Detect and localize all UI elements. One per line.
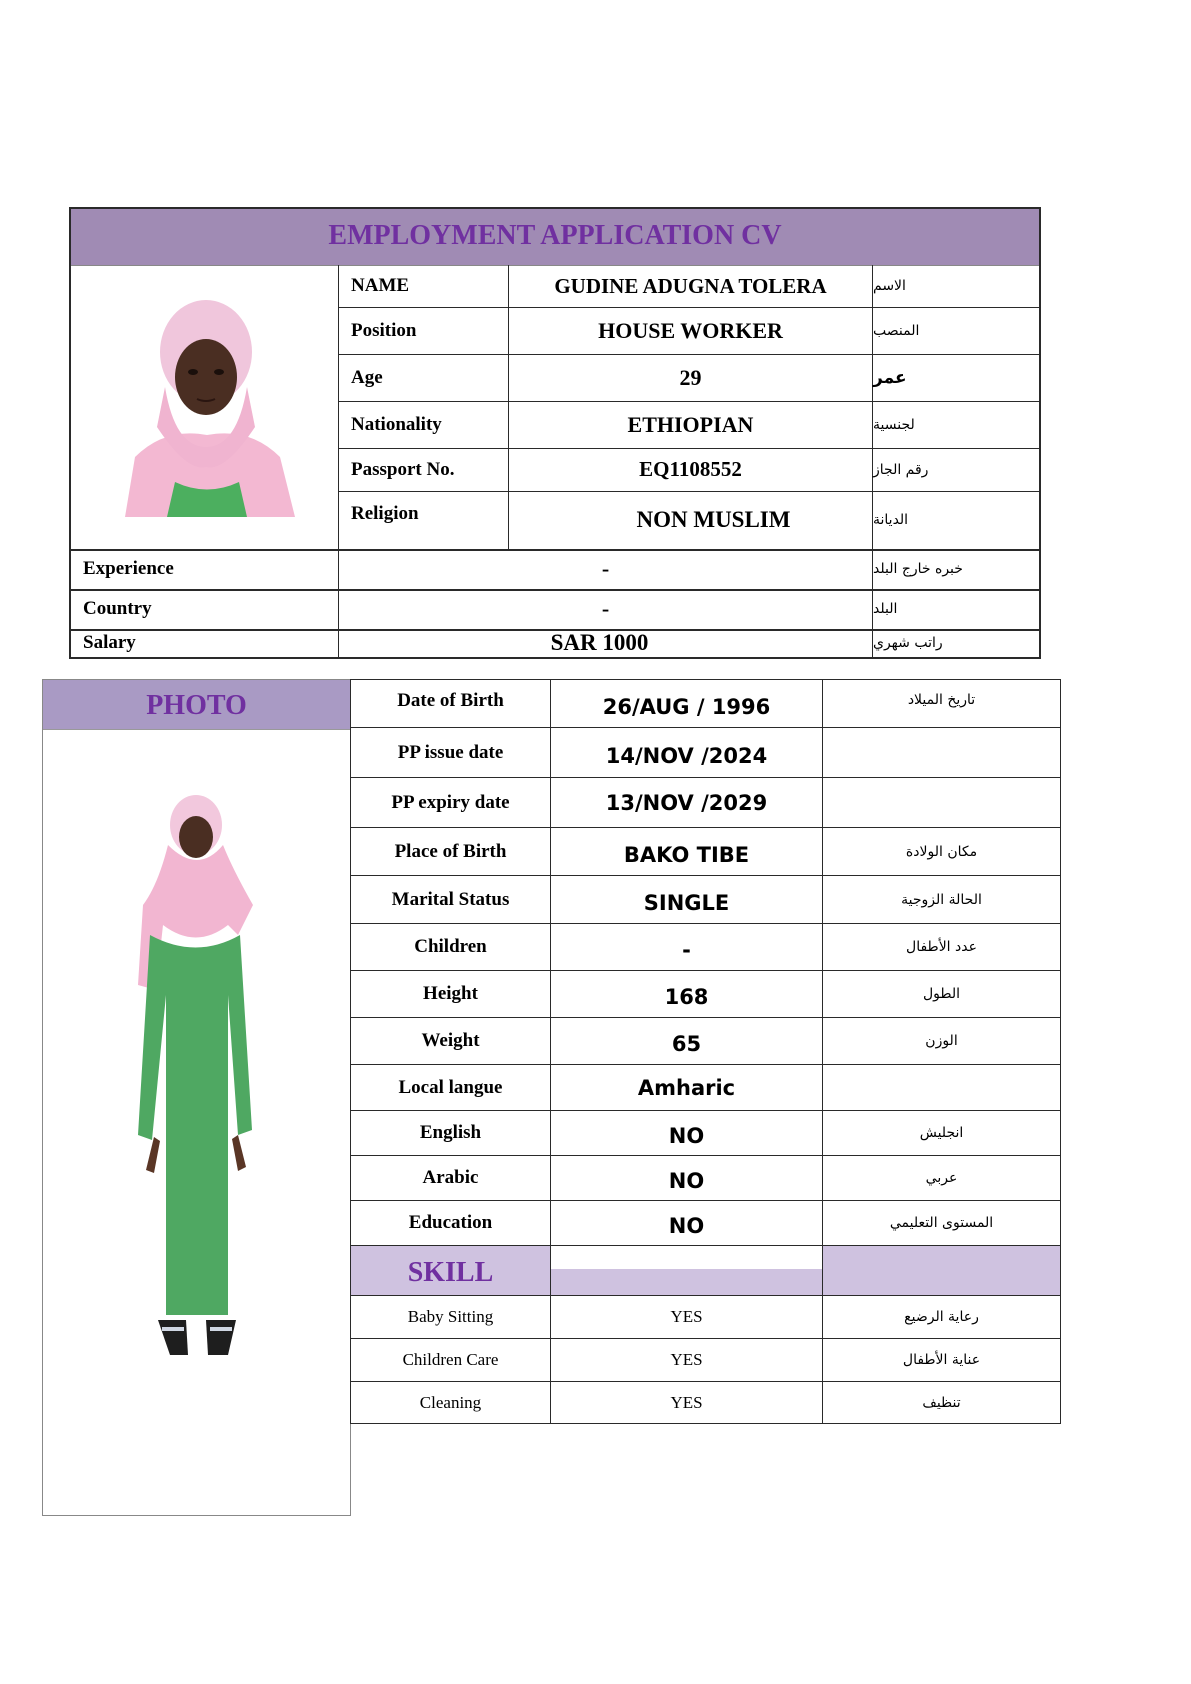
row-marital-status bbox=[350, 875, 1060, 923]
arabic-cleaning: تنظيف bbox=[822, 1382, 1060, 1423]
row-position bbox=[338, 307, 1039, 354]
row-english bbox=[350, 1110, 1060, 1155]
row-children bbox=[350, 923, 1060, 970]
personal-info-table bbox=[69, 207, 1041, 659]
value-children-care: YES bbox=[550, 1339, 822, 1381]
skill-heading-row bbox=[350, 1245, 1060, 1295]
row-experience bbox=[71, 549, 1039, 589]
arabic-pp-issue-date bbox=[822, 728, 1060, 777]
label-local-langue: Local langue bbox=[350, 1065, 550, 1110]
label-religion: Religion bbox=[338, 491, 508, 549]
row-place-of-birth bbox=[350, 827, 1060, 875]
arabic-baby-sitting: رعاية الرضيع bbox=[822, 1296, 1060, 1338]
skill-heading-right bbox=[822, 1246, 1060, 1295]
value-experience: - bbox=[338, 549, 872, 589]
row-religion bbox=[338, 491, 1039, 549]
arabic-local-langue bbox=[822, 1065, 1060, 1110]
label-education: Education bbox=[350, 1201, 550, 1245]
label-weight: Weight bbox=[350, 1018, 550, 1064]
arabic-religion: الديانة bbox=[872, 491, 1039, 549]
arabic-pp-expiry-date bbox=[822, 778, 1060, 827]
row-salary bbox=[71, 629, 1039, 657]
arabic-age: عمر bbox=[872, 354, 1039, 401]
row-height bbox=[350, 970, 1060, 1017]
details-table bbox=[350, 679, 1061, 1424]
value-education: NO bbox=[550, 1201, 822, 1245]
value-position: HOUSE WORKER bbox=[508, 307, 872, 354]
full-body-photo bbox=[128, 775, 268, 1375]
portrait-photo bbox=[105, 297, 308, 517]
label-passport: Passport No. bbox=[338, 448, 508, 491]
value-passport: EQ1108552 bbox=[508, 448, 872, 491]
row-passport bbox=[338, 448, 1039, 491]
value-arabic: NO bbox=[550, 1156, 822, 1200]
arabic-height: الطول bbox=[822, 971, 1060, 1017]
value-english: NO bbox=[550, 1111, 822, 1155]
arabic-education: المستوى التعليمي bbox=[822, 1201, 1060, 1245]
label-country: Country bbox=[83, 598, 152, 619]
label-pp-issue-date: PP issue date bbox=[350, 728, 550, 777]
value-place-of-birth: BAKO TIBE bbox=[550, 828, 822, 875]
value-height: 168 bbox=[550, 971, 822, 1017]
arabic-english: انجليش bbox=[822, 1111, 1060, 1155]
arabic-weight: الوزن bbox=[822, 1018, 1060, 1064]
label-height: Height bbox=[350, 971, 550, 1017]
value-cleaning: YES bbox=[550, 1382, 822, 1423]
label-cleaning: Cleaning bbox=[350, 1382, 550, 1423]
row-date-of-birth bbox=[350, 679, 1060, 727]
row-pp-issue-date bbox=[350, 727, 1060, 777]
label-baby-sitting: Baby Sitting bbox=[350, 1296, 550, 1338]
value-pp-expiry-date: 13/NOV /2029 bbox=[550, 778, 822, 827]
arabic-nationality: لجنسية bbox=[872, 401, 1039, 448]
row-skill-cleaning bbox=[350, 1381, 1060, 1424]
value-weight: 65 bbox=[550, 1018, 822, 1064]
label-arabic: Arabic bbox=[350, 1156, 550, 1200]
document-title: EMPLOYMENT APPLICATION CV bbox=[71, 209, 1039, 266]
value-religion: NON MUSLIM bbox=[508, 491, 872, 549]
row-age bbox=[338, 354, 1039, 401]
arabic-experience: خبره خارج البلد bbox=[872, 549, 1039, 589]
label-salary: Salary bbox=[83, 632, 136, 653]
arabic-marital-status: الحالة الزوجية bbox=[822, 876, 1060, 923]
arabic-position: المنصب bbox=[872, 307, 1039, 354]
arabic-passport: رقم الجاز bbox=[872, 448, 1039, 491]
value-marital-status: SINGLE bbox=[550, 876, 822, 923]
arabic-country: البلد bbox=[872, 589, 1039, 629]
value-salary: SAR 1000 bbox=[338, 629, 872, 657]
label-children: Children bbox=[350, 924, 550, 970]
skill-heading: SKILL bbox=[350, 1246, 550, 1295]
label-place-of-birth: Place of Birth bbox=[350, 828, 550, 875]
label-experience: Experience bbox=[83, 558, 174, 579]
row-name bbox=[338, 265, 1039, 307]
label-name: NAME bbox=[338, 265, 508, 307]
skill-heading-middle bbox=[550, 1246, 822, 1295]
row-local-langue bbox=[350, 1064, 1060, 1110]
value-local-langue: Amharic bbox=[550, 1065, 822, 1110]
value-date-of-birth: 26/AUG / 1996 bbox=[550, 680, 822, 727]
arabic-salary: راتب شهري bbox=[872, 629, 1039, 657]
arabic-children: عدد الأطفال bbox=[822, 924, 1060, 970]
value-country: - bbox=[338, 589, 872, 629]
label-date-of-birth: Date of Birth bbox=[350, 680, 550, 727]
row-pp-expiry-date bbox=[350, 777, 1060, 827]
row-arabic bbox=[350, 1155, 1060, 1200]
label-age: Age bbox=[338, 354, 508, 401]
arabic-place-of-birth: مكان الولادة bbox=[822, 828, 1060, 875]
label-children-care: Children Care bbox=[350, 1339, 550, 1381]
value-children: - bbox=[550, 924, 822, 970]
label-nationality: Nationality bbox=[338, 401, 508, 448]
photo-heading: PHOTO bbox=[43, 680, 350, 730]
label-position: Position bbox=[338, 307, 508, 354]
value-nationality: ETHIOPIAN bbox=[508, 401, 872, 448]
label-english: English bbox=[350, 1111, 550, 1155]
row-weight bbox=[350, 1017, 1060, 1064]
value-name: GUDINE ADUGNA TOLERA bbox=[508, 265, 872, 307]
label-marital-status: Marital Status bbox=[350, 876, 550, 923]
row-nationality bbox=[338, 401, 1039, 448]
arabic-name: الاسم bbox=[872, 265, 1039, 307]
value-age: 29 bbox=[508, 354, 872, 401]
value-pp-issue-date: 14/NOV /2024 bbox=[550, 728, 822, 777]
label-pp-expiry-date: PP expiry date bbox=[350, 778, 550, 827]
portrait-photo-cell bbox=[71, 265, 338, 549]
row-education bbox=[350, 1200, 1060, 1245]
value-baby-sitting: YES bbox=[550, 1296, 822, 1338]
photo-column bbox=[42, 679, 351, 1516]
arabic-arabic: عربي bbox=[822, 1156, 1060, 1200]
row-skill-baby-sitting bbox=[350, 1295, 1060, 1338]
row-skill-children-care bbox=[350, 1338, 1060, 1381]
arabic-children-care: عناية الأطفال bbox=[822, 1339, 1060, 1381]
row-country bbox=[71, 589, 1039, 629]
arabic-date-of-birth: تاريخ الميلاد bbox=[822, 680, 1060, 727]
